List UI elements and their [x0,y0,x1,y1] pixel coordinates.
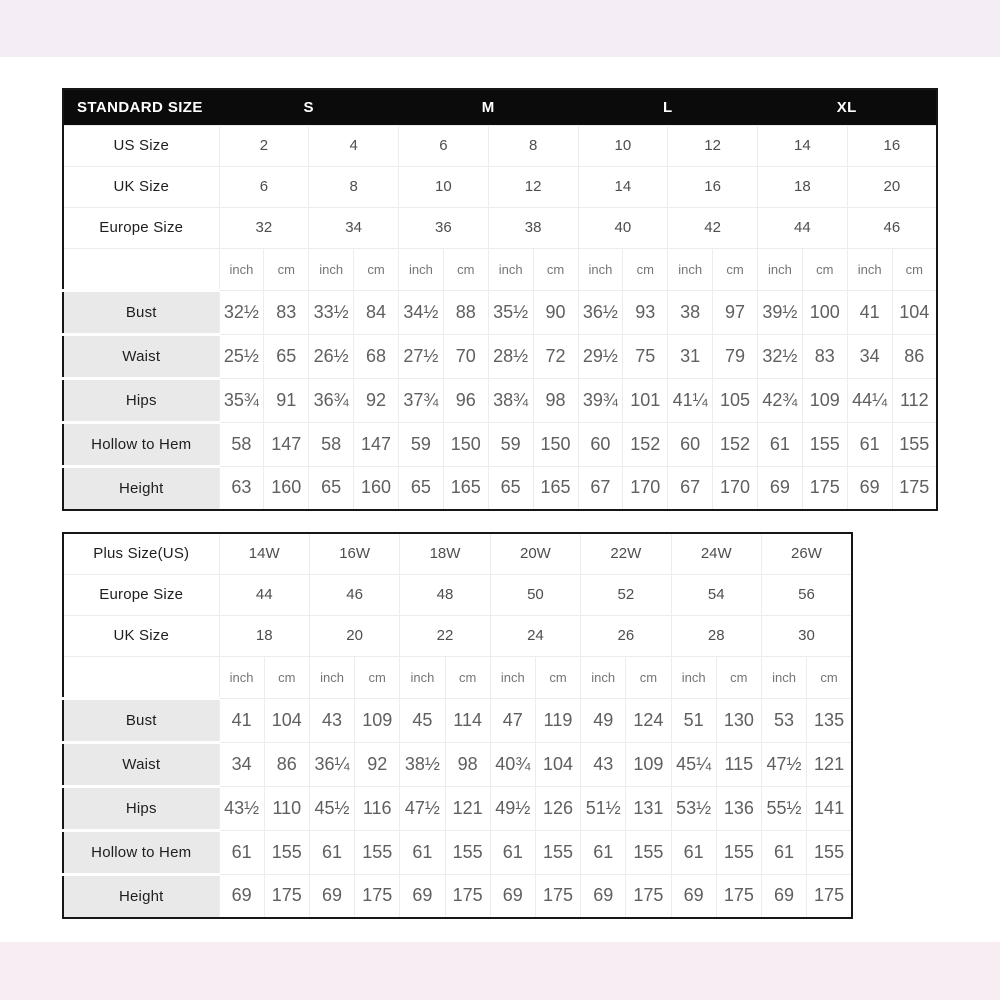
inch-value-cell: 43 [309,698,354,742]
inch-value-cell: 43 [581,742,626,786]
top-decorative-strip [0,0,1000,57]
size-value-cell: 10 [578,125,668,166]
inch-value-cell: 36¾ [309,378,354,422]
unit-label-cell-inch: inch [219,248,264,290]
cm-value-cell: 141 [807,786,852,830]
size-value-cell: 8 [488,125,578,166]
cm-value-cell: 86 [892,334,937,378]
measurement-label: Hips [63,786,219,830]
cm-value-cell: 96 [443,378,488,422]
inch-value-cell: 38 [668,290,713,334]
cm-value-cell: 98 [445,742,490,786]
size-value-cell: 46 [847,207,937,248]
size-value-cell: 26 [581,615,671,656]
inch-value-cell: 65 [399,466,444,510]
size-value-cell: 20 [309,615,399,656]
inch-value-cell: 63 [219,466,264,510]
unit-label-cell-cm: cm [623,248,668,290]
cm-value-cell: 160 [264,466,309,510]
inch-value-cell: 41¼ [668,378,713,422]
cm-value-cell: 68 [354,334,399,378]
unit-label-cell-cm: cm [892,248,937,290]
size-value-cell: 18W [400,533,490,574]
unit-label-cell-inch: inch [668,248,713,290]
size-value-cell: 52 [581,574,671,615]
unit-label-cell-inch: inch [490,656,535,698]
empty-cell [63,248,219,290]
cm-value-cell: 97 [713,290,758,334]
inch-value-cell: 58 [309,422,354,466]
row-label: Europe Size [63,207,219,248]
inch-value-cell: 33½ [309,290,354,334]
cm-value-cell: 130 [716,698,761,742]
cm-value-cell: 98 [533,378,578,422]
size-group-header-m: M [399,89,579,125]
size-value-cell: 24W [671,533,761,574]
size-row-europe-size [63,574,852,615]
inch-value-cell: 36¼ [309,742,354,786]
inch-value-cell: 25½ [219,334,264,378]
cm-value-cell: 91 [264,378,309,422]
cm-value-cell: 109 [626,742,671,786]
inch-value-cell: 40¾ [490,742,535,786]
cm-value-cell: 165 [443,466,488,510]
inch-value-cell: 49 [581,698,626,742]
bottom-decorative-strip [0,942,1000,1000]
cm-value-cell: 175 [264,874,309,918]
size-value-cell: 16W [309,533,399,574]
inch-value-cell: 29½ [578,334,623,378]
size-value-cell: 14 [578,166,668,207]
size-value-cell: 50 [490,574,580,615]
size-value-cell: 8 [309,166,399,207]
size-value-cell: 22W [581,533,671,574]
inch-value-cell: 47½ [761,742,806,786]
cm-value-cell: 175 [535,874,580,918]
unit-row [63,656,852,698]
cm-value-cell: 101 [623,378,668,422]
unit-label-cell-inch: inch [219,656,264,698]
unit-label-cell-inch: inch [578,248,623,290]
unit-label-cell-inch: inch [399,248,444,290]
inch-value-cell: 37¾ [399,378,444,422]
cm-value-cell: 136 [716,786,761,830]
measurement-row-height [63,466,937,510]
inch-value-cell: 31 [668,334,713,378]
unit-label-cell-inch: inch [847,248,892,290]
cm-value-cell: 116 [355,786,400,830]
inch-value-cell: 69 [581,874,626,918]
cm-value-cell: 105 [713,378,758,422]
unit-label-cell-cm: cm [713,248,758,290]
row-label: UK Size [63,166,219,207]
cm-value-cell: 88 [443,290,488,334]
inch-value-cell: 35¾ [219,378,264,422]
inch-value-cell: 61 [219,830,264,874]
inch-value-cell: 67 [578,466,623,510]
standard-size-chart [62,88,938,511]
size-value-cell: 16 [847,125,937,166]
inch-value-cell: 67 [668,466,713,510]
inch-value-cell: 34½ [399,290,444,334]
unit-label-cell-cm: cm [264,656,309,698]
cm-value-cell: 150 [443,422,488,466]
inch-value-cell: 39½ [758,290,803,334]
size-value-cell: 12 [488,166,578,207]
measurement-label: Bust [63,698,219,742]
plus-size-chart-table [62,532,853,919]
size-value-cell: 40 [578,207,668,248]
cm-value-cell: 104 [535,742,580,786]
cm-value-cell: 70 [443,334,488,378]
inch-value-cell: 47½ [400,786,445,830]
row-label: UK Size [63,615,219,656]
cm-value-cell: 121 [445,786,490,830]
size-value-cell: 12 [668,125,758,166]
cm-value-cell: 72 [533,334,578,378]
size-group-header-xl: XL [758,89,938,125]
cm-value-cell: 92 [355,742,400,786]
plus-size-chart [62,532,853,919]
row-label: Europe Size [63,574,219,615]
size-group-header-s: S [219,89,399,125]
unit-label-cell-inch: inch [400,656,445,698]
unit-label-cell-cm: cm [626,656,671,698]
measurement-row-waist [63,742,852,786]
unit-label-cell-inch: inch [671,656,716,698]
size-value-cell: 28 [671,615,761,656]
size-row-europe-size [63,207,937,248]
size-value-cell: 30 [761,615,852,656]
inch-value-cell: 45 [400,698,445,742]
size-value-cell: 14 [758,125,848,166]
unit-label-cell-cm: cm [443,248,488,290]
size-value-cell: 38 [488,207,578,248]
inch-value-cell: 61 [671,830,716,874]
inch-value-cell: 41 [219,698,264,742]
inch-value-cell: 61 [581,830,626,874]
measurement-label: Waist [63,334,219,378]
inch-value-cell: 41 [847,290,892,334]
size-value-cell: 18 [758,166,848,207]
unit-label-cell-inch: inch [488,248,533,290]
size-value-cell: 54 [671,574,761,615]
unit-label-cell-inch: inch [309,656,354,698]
cm-value-cell: 79 [713,334,758,378]
inch-value-cell: 61 [847,422,892,466]
inch-value-cell: 28½ [488,334,533,378]
cm-value-cell: 114 [445,698,490,742]
cm-value-cell: 170 [713,466,758,510]
cm-value-cell: 119 [535,698,580,742]
measurement-row-hollow-to-hem [63,422,937,466]
cm-value-cell: 155 [355,830,400,874]
unit-label-cell-cm: cm [802,248,847,290]
unit-label-cell-cm: cm [354,248,399,290]
cm-value-cell: 175 [626,874,671,918]
size-group-header-l: L [578,89,758,125]
inch-value-cell: 55½ [761,786,806,830]
unit-label-cell-cm: cm [264,248,309,290]
size-value-cell: 2 [219,125,309,166]
measurement-label: Height [63,874,219,918]
cm-value-cell: 115 [716,742,761,786]
cm-value-cell: 104 [892,290,937,334]
cm-value-cell: 155 [626,830,671,874]
inch-value-cell: 51 [671,698,716,742]
cm-value-cell: 86 [264,742,309,786]
cm-value-cell: 110 [264,786,309,830]
cm-value-cell: 84 [354,290,399,334]
cm-value-cell: 90 [533,290,578,334]
inch-value-cell: 69 [219,874,264,918]
measurement-label: Bust [63,290,219,334]
measurement-row-bust [63,698,852,742]
cm-value-cell: 93 [623,290,668,334]
inch-value-cell: 53 [761,698,806,742]
inch-value-cell: 61 [758,422,803,466]
inch-value-cell: 61 [309,830,354,874]
row-label: US Size [63,125,219,166]
inch-value-cell: 69 [490,874,535,918]
inch-value-cell: 34 [847,334,892,378]
cm-value-cell: 147 [354,422,399,466]
cm-value-cell: 100 [802,290,847,334]
cm-value-cell: 126 [535,786,580,830]
size-value-cell: 24 [490,615,580,656]
cm-value-cell: 170 [623,466,668,510]
empty-cell [63,656,219,698]
inch-value-cell: 32½ [758,334,803,378]
cm-value-cell: 165 [533,466,578,510]
cm-value-cell: 135 [807,698,852,742]
measurement-row-height [63,874,852,918]
cm-value-cell: 155 [802,422,847,466]
size-value-cell: 44 [219,574,309,615]
inch-value-cell: 51½ [581,786,626,830]
cm-value-cell: 175 [355,874,400,918]
unit-label-cell-cm: cm [533,248,578,290]
size-row-uk-size [63,615,852,656]
cm-value-cell: 121 [807,742,852,786]
inch-value-cell: 61 [490,830,535,874]
table-title-row [63,89,937,125]
standard-size-chart-table [62,88,938,511]
inch-value-cell: 34 [219,742,264,786]
size-row-plus-size-us [63,533,852,574]
cm-value-cell: 75 [623,334,668,378]
unit-label-cell-cm: cm [807,656,852,698]
size-value-cell: 34 [309,207,399,248]
size-value-cell: 26W [761,533,852,574]
unit-row [63,248,937,290]
inch-value-cell: 35½ [488,290,533,334]
cm-value-cell: 92 [354,378,399,422]
unit-label-cell-cm: cm [355,656,400,698]
size-value-cell: 10 [399,166,489,207]
measurement-label: Waist [63,742,219,786]
size-value-cell: 22 [400,615,490,656]
size-value-cell: 42 [668,207,758,248]
inch-value-cell: 36½ [578,290,623,334]
cm-value-cell: 104 [264,698,309,742]
size-value-cell: 16 [668,166,758,207]
cm-value-cell: 147 [264,422,309,466]
inch-value-cell: 69 [761,874,806,918]
size-row-uk-size [63,166,937,207]
inch-value-cell: 69 [309,874,354,918]
unit-label-cell-inch: inch [761,656,806,698]
cm-value-cell: 109 [355,698,400,742]
cm-value-cell: 155 [716,830,761,874]
unit-label-cell-inch: inch [758,248,803,290]
unit-label-cell-inch: inch [309,248,354,290]
cm-value-cell: 155 [892,422,937,466]
inch-value-cell: 60 [668,422,713,466]
inch-value-cell: 42¾ [758,378,803,422]
unit-label-cell-cm: cm [445,656,490,698]
cm-value-cell: 160 [354,466,399,510]
inch-value-cell: 53½ [671,786,716,830]
size-value-cell: 4 [309,125,399,166]
cm-value-cell: 124 [626,698,671,742]
inch-value-cell: 32½ [219,290,264,334]
measurement-label: Height [63,466,219,510]
inch-value-cell: 27½ [399,334,444,378]
cm-value-cell: 155 [807,830,852,874]
inch-value-cell: 38½ [400,742,445,786]
inch-value-cell: 45¼ [671,742,716,786]
inch-value-cell: 61 [400,830,445,874]
size-value-cell: 56 [761,574,852,615]
measurement-label: Hips [63,378,219,422]
measurement-row-hips [63,378,937,422]
inch-value-cell: 43½ [219,786,264,830]
unit-label-cell-inch: inch [581,656,626,698]
cm-value-cell: 83 [264,290,309,334]
inch-value-cell: 47 [490,698,535,742]
size-value-cell: 48 [400,574,490,615]
inch-value-cell: 59 [488,422,533,466]
cm-value-cell: 175 [716,874,761,918]
measurement-label: Hollow to Hem [63,422,219,466]
cm-value-cell: 65 [264,334,309,378]
inch-value-cell: 65 [488,466,533,510]
size-value-cell: 32 [219,207,309,248]
cm-value-cell: 175 [892,466,937,510]
cm-value-cell: 175 [445,874,490,918]
measurement-row-hips [63,786,852,830]
inch-value-cell: 38¾ [488,378,533,422]
inch-value-cell: 44¼ [847,378,892,422]
cm-value-cell: 131 [626,786,671,830]
inch-value-cell: 69 [847,466,892,510]
cm-value-cell: 155 [445,830,490,874]
inch-value-cell: 49½ [490,786,535,830]
inch-value-cell: 69 [758,466,803,510]
cm-value-cell: 155 [535,830,580,874]
unit-label-cell-cm: cm [716,656,761,698]
inch-value-cell: 45½ [309,786,354,830]
inch-value-cell: 39¾ [578,378,623,422]
inch-value-cell: 69 [671,874,716,918]
size-value-cell: 14W [219,533,309,574]
inch-value-cell: 61 [761,830,806,874]
table-title: STANDARD SIZE [63,89,219,125]
size-value-cell: 36 [399,207,489,248]
cm-value-cell: 112 [892,378,937,422]
cm-value-cell: 152 [623,422,668,466]
measurement-row-hollow-to-hem [63,830,852,874]
size-value-cell: 6 [399,125,489,166]
inch-value-cell: 59 [399,422,444,466]
measurement-label: Hollow to Hem [63,830,219,874]
measurement-row-bust [63,290,937,334]
inch-value-cell: 69 [400,874,445,918]
cm-value-cell: 152 [713,422,758,466]
unit-label-cell-cm: cm [535,656,580,698]
cm-value-cell: 175 [802,466,847,510]
inch-value-cell: 26½ [309,334,354,378]
cm-value-cell: 109 [802,378,847,422]
measurement-row-waist [63,334,937,378]
size-value-cell: 44 [758,207,848,248]
row-label: Plus Size(US) [63,533,219,574]
cm-value-cell: 175 [807,874,852,918]
size-value-cell: 20W [490,533,580,574]
cm-value-cell: 83 [802,334,847,378]
size-value-cell: 6 [219,166,309,207]
size-value-cell: 46 [309,574,399,615]
inch-value-cell: 60 [578,422,623,466]
cm-value-cell: 150 [533,422,578,466]
cm-value-cell: 155 [264,830,309,874]
size-row-us-size [63,125,937,166]
size-value-cell: 18 [219,615,309,656]
inch-value-cell: 65 [309,466,354,510]
inch-value-cell: 58 [219,422,264,466]
size-value-cell: 20 [847,166,937,207]
